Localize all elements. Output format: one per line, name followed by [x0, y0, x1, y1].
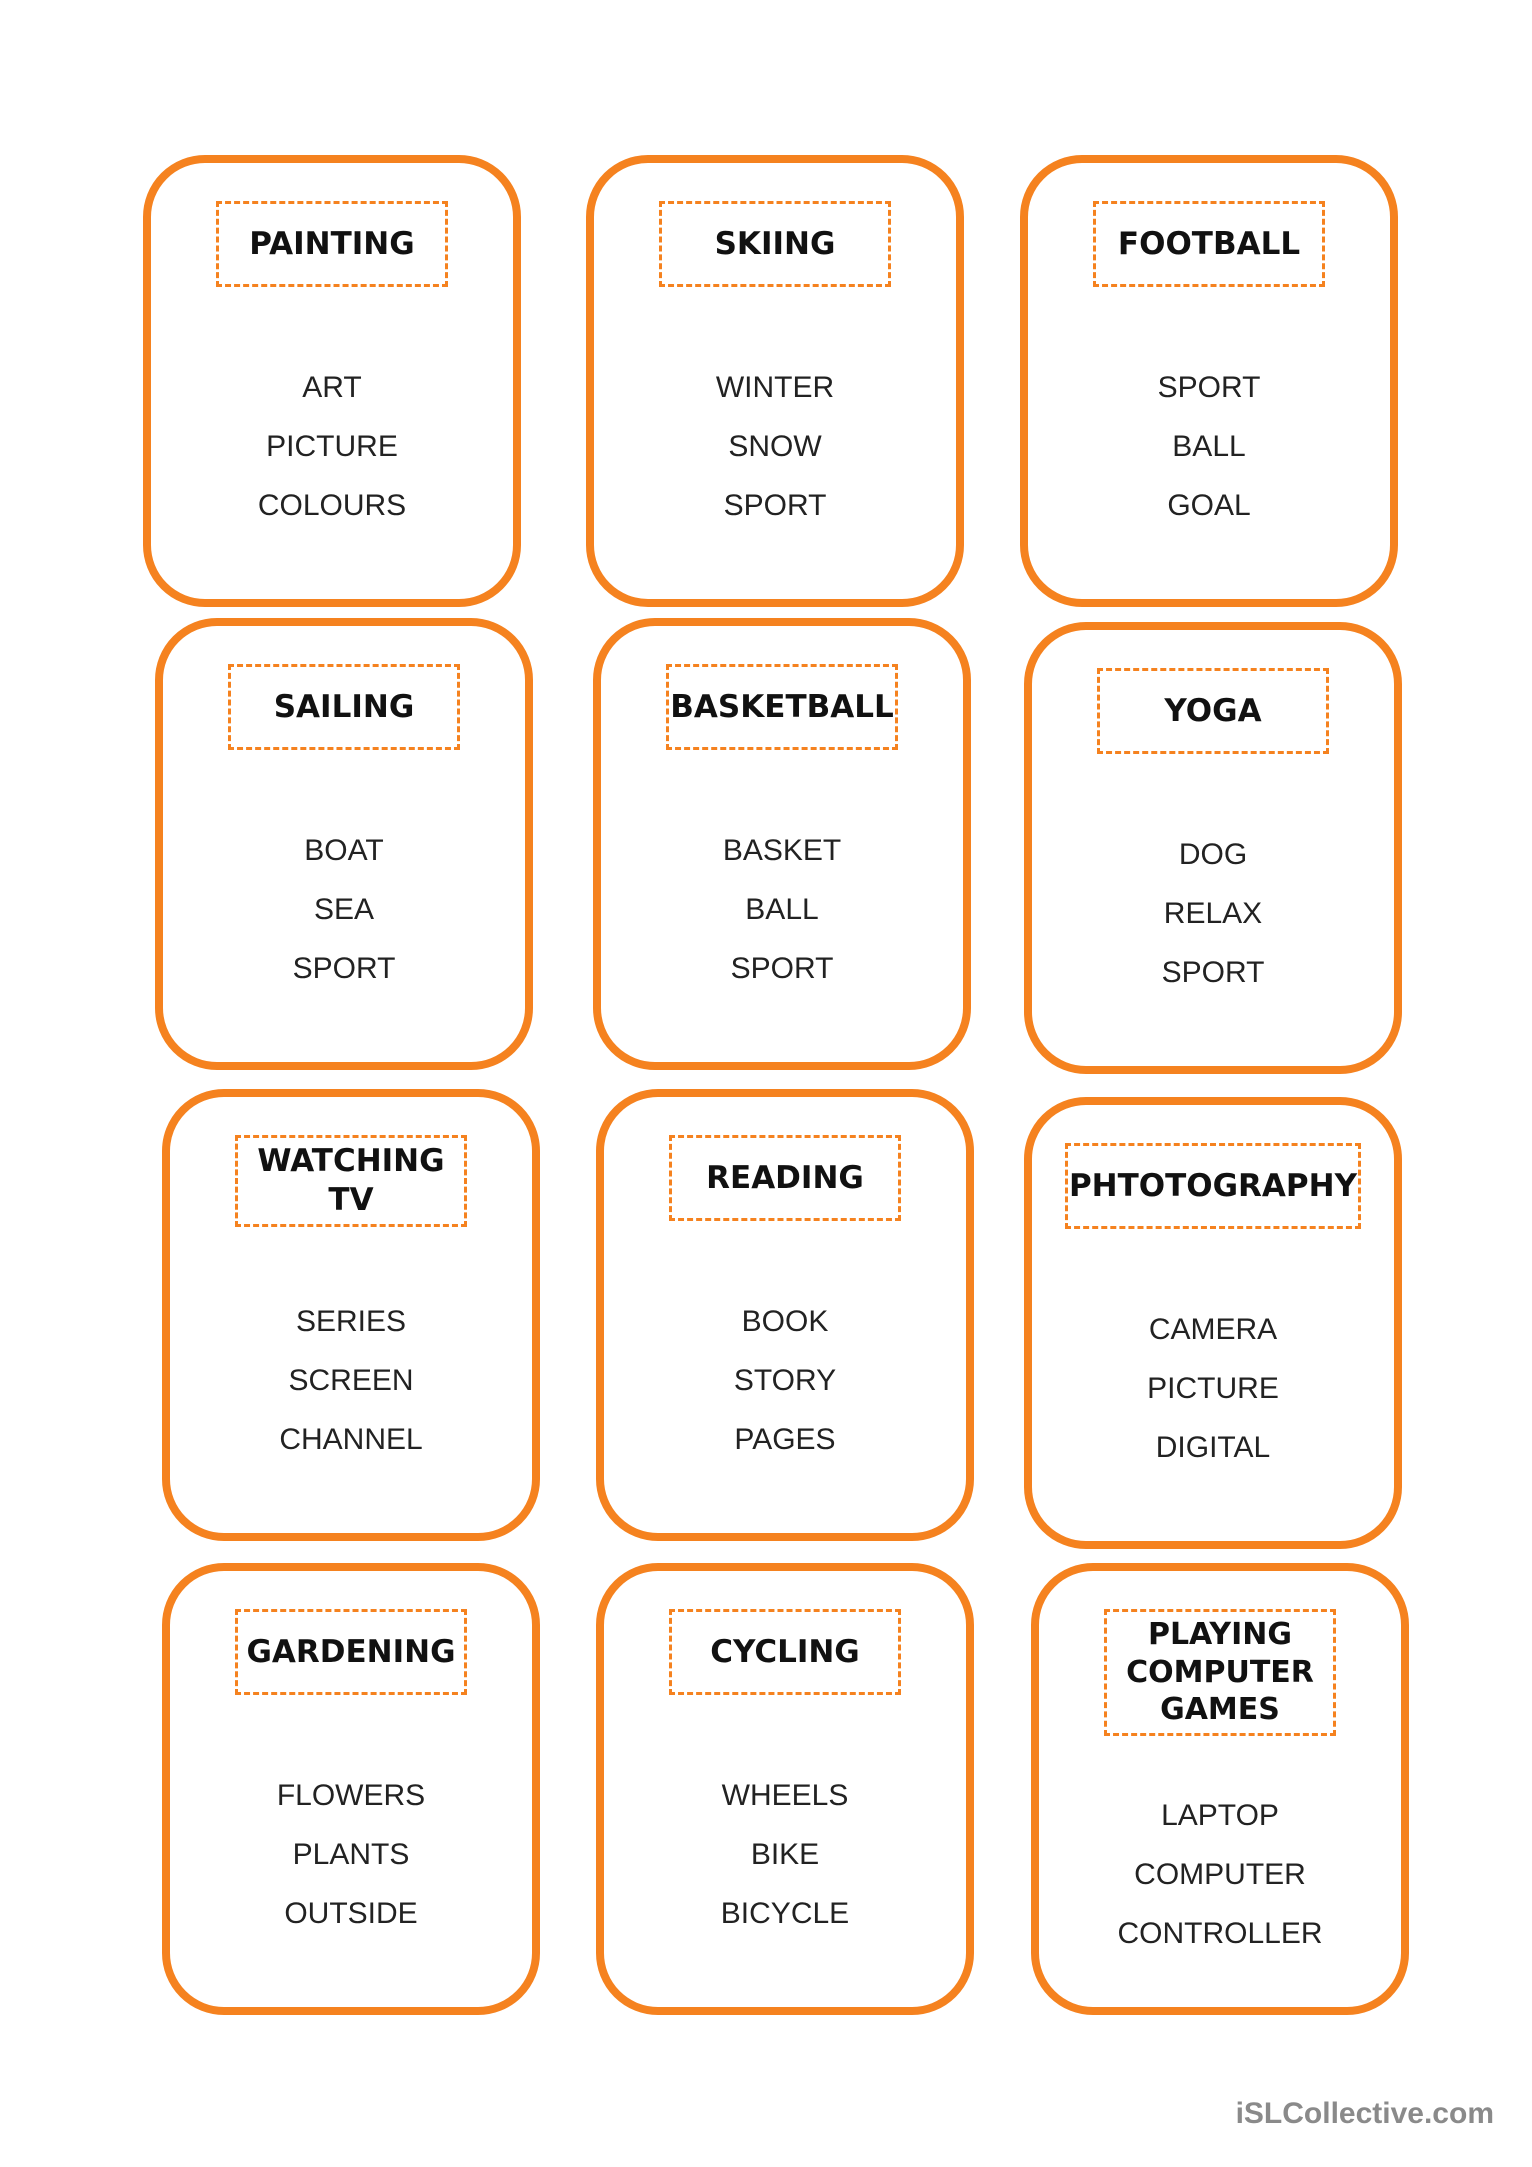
card-word: SCREEN: [288, 1364, 414, 1397]
card-word: GOAL: [1167, 489, 1251, 522]
card-word: PICTURE: [266, 430, 398, 463]
card-word: BOOK: [741, 1305, 829, 1338]
card-title: SKIING: [714, 225, 836, 262]
card-title-box: [669, 1135, 901, 1221]
card-word: STORY: [733, 1364, 837, 1397]
card-word: BASKET: [722, 834, 842, 867]
card-word: DIGITAL: [1155, 1431, 1271, 1464]
card-word: WINTER: [715, 371, 835, 404]
card-words: [1028, 358, 1390, 535]
card-title: PLAYING COMPUTER GAMES: [1126, 1617, 1314, 1727]
card-word: CONTROLLER: [1117, 1917, 1323, 1950]
card-title: READING: [706, 1159, 864, 1196]
card-title: CYCLING: [710, 1633, 860, 1670]
activity-card: [162, 1089, 540, 1541]
card-word: BOAT: [304, 834, 384, 867]
activity-card: [1031, 1563, 1409, 2015]
card-word: SPORT: [723, 489, 827, 522]
card-word: SPORT: [730, 952, 834, 985]
card-word: SPORT: [1161, 956, 1265, 989]
card-title-box: [216, 201, 448, 287]
card-word: BIKE: [750, 1838, 820, 1871]
card-word: LAPTOP: [1161, 1799, 1279, 1832]
card-word: PLANTS: [292, 1838, 410, 1871]
card-title-box: [235, 1135, 467, 1227]
activity-card: [162, 1563, 540, 2015]
card-words: [163, 821, 525, 998]
card-words: [170, 1766, 532, 1943]
card-word: CHANNEL: [279, 1423, 423, 1456]
card-word: COLOURS: [257, 489, 407, 522]
activity-card: [586, 155, 964, 607]
activity-card: [143, 155, 521, 607]
card-title-box: [235, 1609, 467, 1695]
card-title: GARDENING: [246, 1633, 456, 1670]
card-title: YOGA: [1164, 692, 1262, 729]
card-word: CAMERA: [1148, 1313, 1278, 1346]
card-words: [1032, 1300, 1394, 1477]
activity-card: [593, 618, 971, 1070]
card-title-box: [669, 1609, 901, 1695]
card-word: FLOWERS: [276, 1779, 426, 1812]
activity-card: [1024, 622, 1402, 1074]
card-title-box: [666, 664, 898, 750]
card-word: RELAX: [1163, 897, 1263, 930]
card-word: WHEELS: [721, 1779, 849, 1812]
card-words: [601, 821, 963, 998]
card-word: PICTURE: [1147, 1372, 1279, 1405]
card-title-box: [1097, 668, 1329, 754]
card-title: BASKETBALL: [670, 688, 894, 725]
activity-card: [596, 1089, 974, 1541]
card-title: FOOTBALL: [1117, 225, 1301, 262]
card-word: DOG: [1178, 838, 1248, 871]
card-word: BALL: [745, 893, 819, 926]
card-word: SEA: [313, 893, 375, 926]
activity-card: [1024, 1097, 1402, 1549]
card-words: [151, 358, 513, 535]
activity-card: [596, 1563, 974, 2015]
card-title: PAINTING: [249, 225, 415, 262]
card-title: WATCHING TV: [257, 1143, 445, 1218]
card-word: SNOW: [728, 430, 822, 463]
card-word: ART: [302, 371, 362, 404]
card-word: SERIES: [295, 1305, 407, 1338]
card-title-box: [1065, 1143, 1361, 1229]
card-word: BALL: [1172, 430, 1246, 463]
card-words: [604, 1766, 966, 1943]
card-words: [604, 1292, 966, 1469]
card-words: [594, 358, 956, 535]
activity-card: [1020, 155, 1398, 607]
card-word: PAGES: [734, 1423, 836, 1456]
watermark: iSLCollective.com: [1235, 2097, 1494, 2130]
card-word: BICYCLE: [720, 1897, 850, 1930]
card-word: COMPUTER: [1134, 1858, 1306, 1891]
card-word: OUTSIDE: [284, 1897, 418, 1930]
card-word: SPORT: [292, 952, 396, 985]
card-title: SAILING: [273, 688, 415, 725]
card-title-box: [228, 664, 460, 750]
card-words: [1032, 825, 1394, 1002]
card-title-box: [1104, 1609, 1336, 1736]
card-title-box: [1093, 201, 1325, 287]
card-words: [1039, 1786, 1401, 1963]
activity-card: [155, 618, 533, 1070]
card-word: SPORT: [1157, 371, 1261, 404]
card-words: [170, 1292, 532, 1469]
card-title: PHTOTOGRAPHY: [1068, 1167, 1358, 1204]
card-title-box: [659, 201, 891, 287]
